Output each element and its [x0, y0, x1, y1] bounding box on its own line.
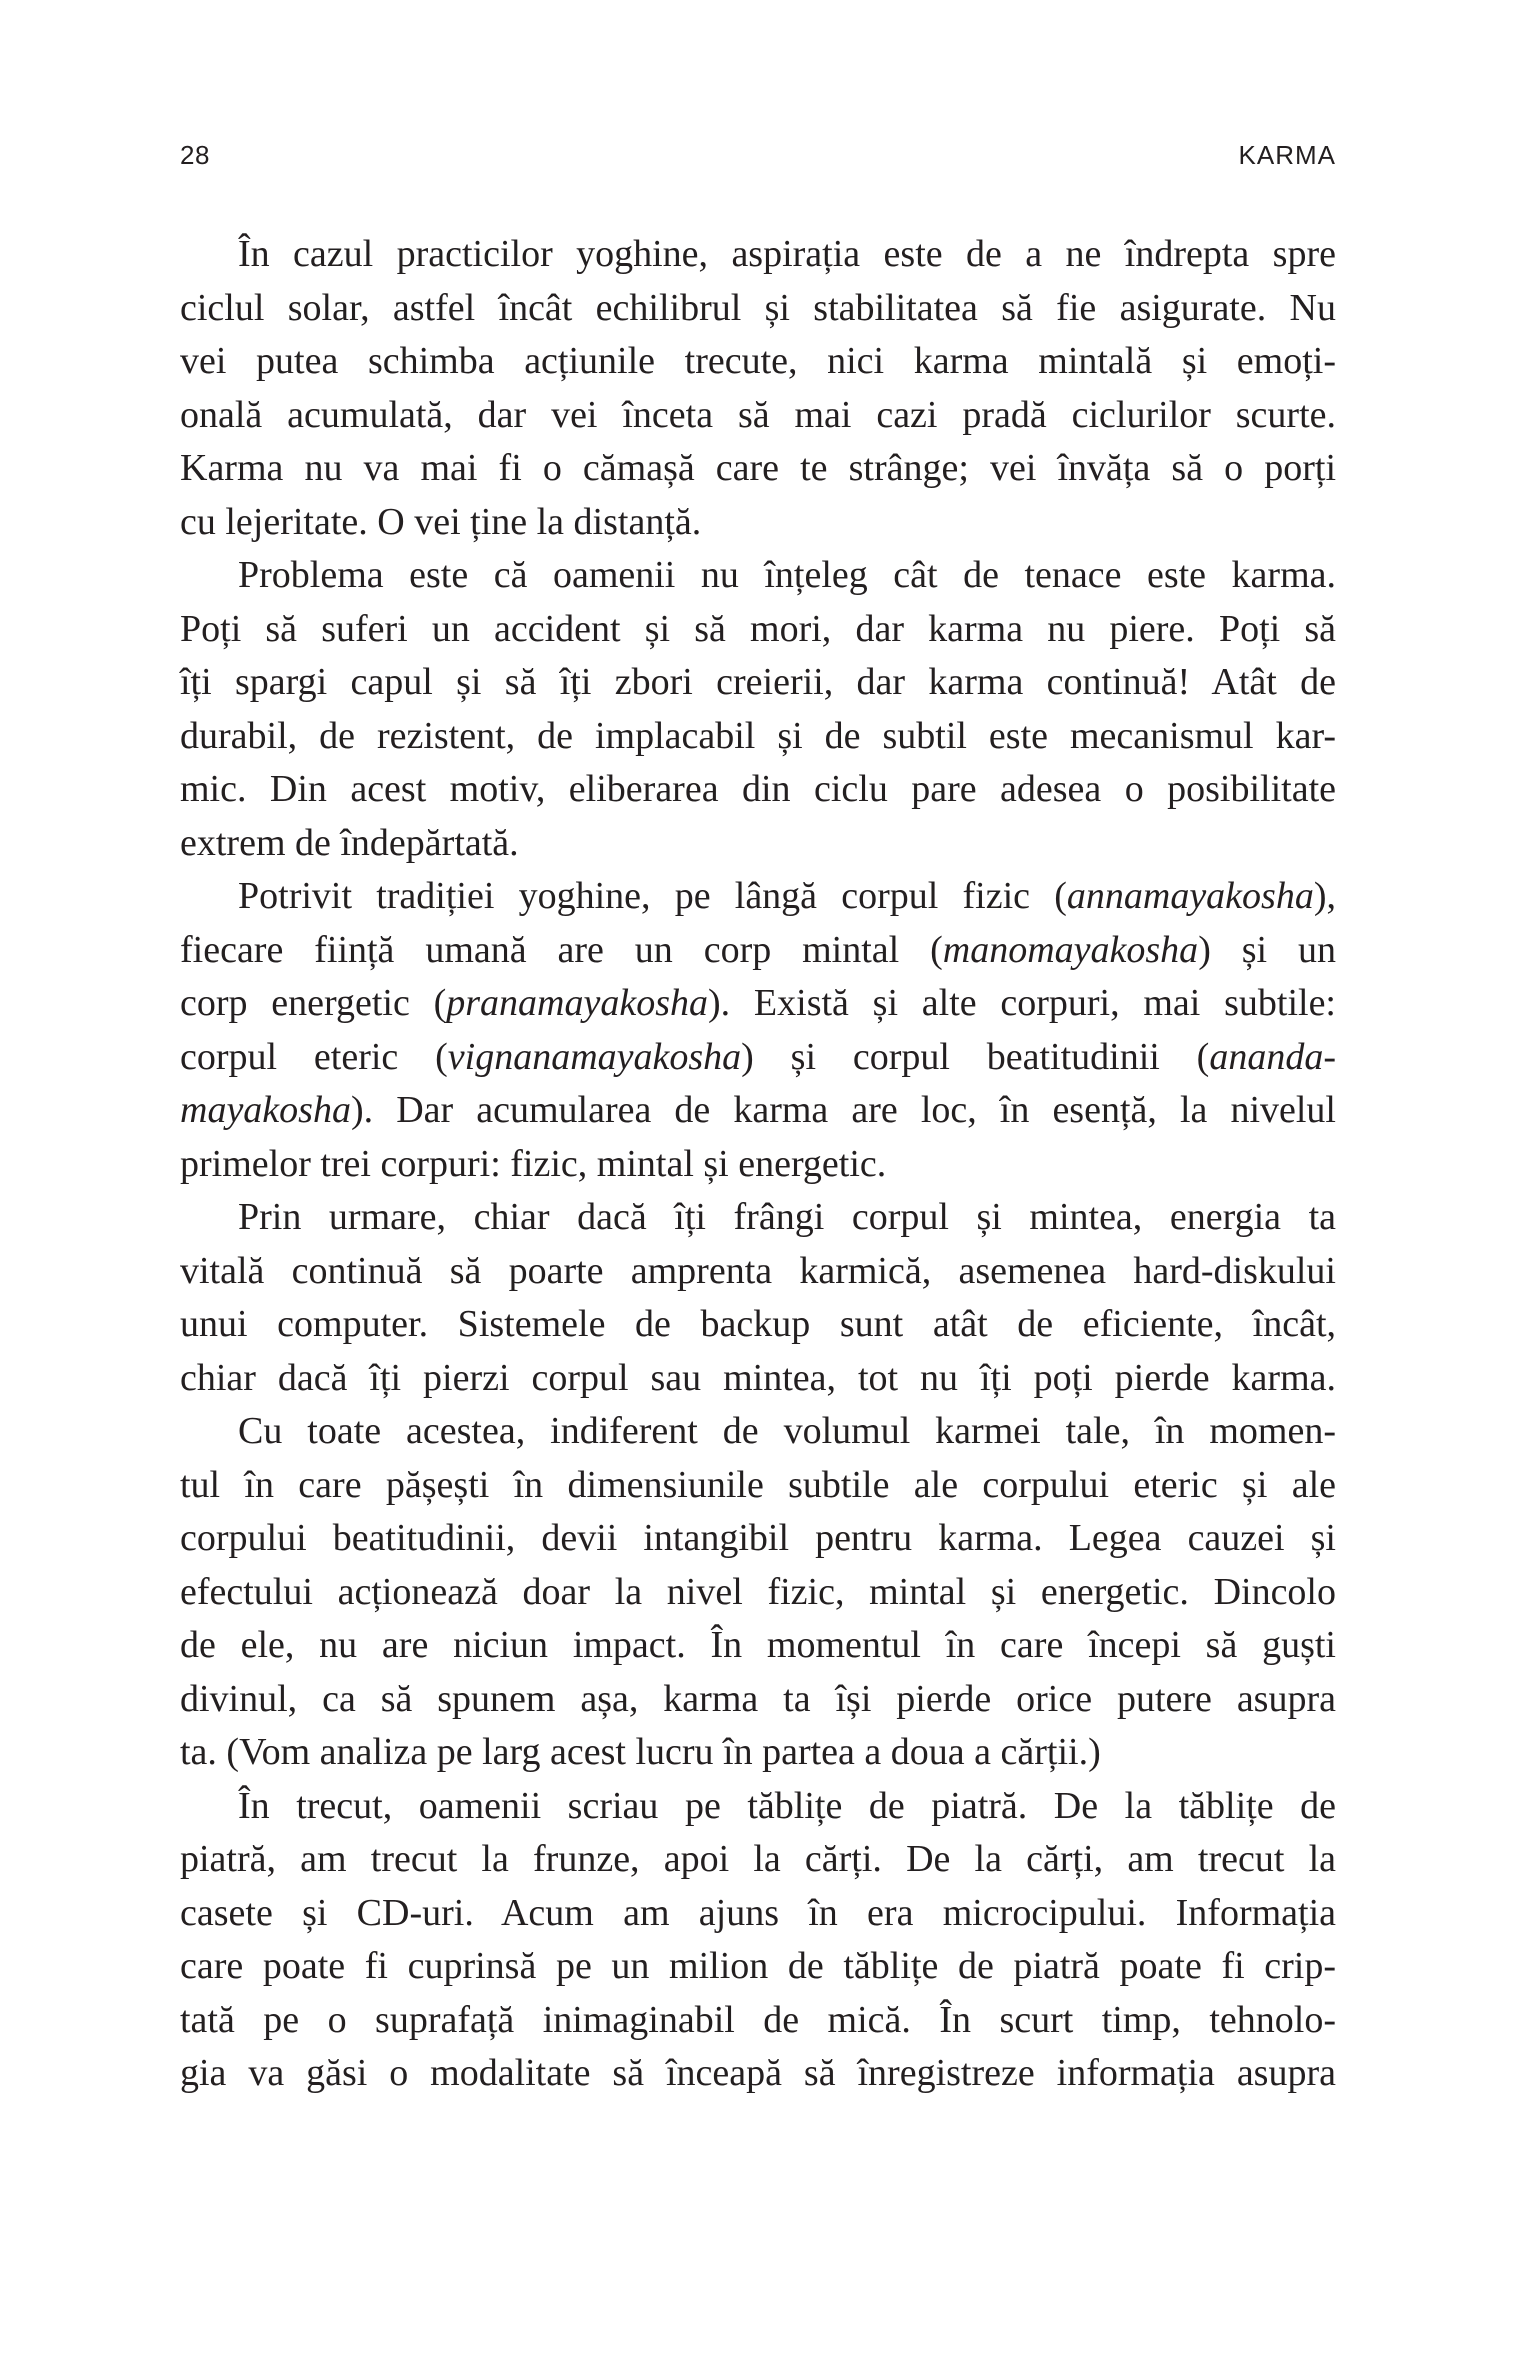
text-run: ). Există și alte corpuri, mai subtile:	[708, 982, 1336, 1024]
italic-term: vignanamayakosha	[447, 1035, 742, 1078]
text-line: cu lejeritate. O vei ține la distanță.	[180, 500, 702, 543]
text-line: casete și CD-uri. Acum am ajuns în era microcipului. Informația	[180, 1891, 1336, 1934]
text-line: ciclul solar, astfel încât echilibrul și stabilitatea să fie asigurate. Nu	[180, 286, 1336, 329]
paragraph-5	[180, 1405, 1336, 1780]
text-line: gia va găsi o modalitate să înceapă să înregistreze informația asupra	[180, 2052, 1336, 2094]
text-line: îți spargi capul și să îți zbori creierii, dar karma continuă! Atât de	[180, 661, 1336, 703]
italic-term: mayakosha	[180, 1089, 351, 1131]
running-title: KARMA	[1238, 140, 1336, 170]
text-line: Poți să suferi un accident și să mori, dar karma nu piere. Poți să	[180, 607, 1336, 650]
text-line: onală acumulată, dar vei înceta să mai cazi pradă ciclurilor scurte.	[180, 393, 1336, 436]
text-line: durabil, de rezistent, de implacabil și de subtil este mecanismul kar-	[180, 714, 1336, 757]
page-number: 28	[180, 140, 210, 170]
text-run: ),	[1313, 875, 1336, 917]
text-line: tată pe o suprafață inimaginabil de mică. În scurt timp, tehnolo-	[180, 1998, 1336, 2041]
text-line	[180, 1084, 1336, 1138]
text-line: piatră, am trecut la frunze, apoi la cărți. De la cărți, am trecut la	[180, 1838, 1336, 1880]
text-line: ta. (Vom analiza pe larg acest lucru în partea a doua a cărții.)	[180, 1731, 1101, 1773]
text-line: chiar dacă îți pierzi corpul sau mintea, tot nu îți poți pierde karma.	[180, 1356, 1336, 1399]
text-run: ). Dar acumularea de karma are loc, în esență, la nivelul	[350, 1089, 1336, 1131]
text-line: În cazul practicilor yoghine, aspirația este de a ne îndrepta spre	[238, 233, 1336, 275]
running-head	[180, 140, 1336, 180]
paragraph-1	[180, 228, 1336, 549]
text-line: Problema este că oamenii nu înțeleg cât de tenace este karma.	[238, 554, 1336, 596]
text-run: ) și un	[1198, 928, 1336, 971]
text-run: corpul eteric (	[180, 1035, 448, 1078]
text-line: efectului acționează doar la nivel fizic, mintal și energetic. Dincolo	[180, 1570, 1336, 1613]
text-run: corp energetic (	[180, 982, 447, 1024]
text-line: primelor trei corpuri: fizic, mintal și energetic.	[180, 1142, 887, 1185]
italic-term: pranamayakosha	[446, 982, 709, 1024]
italic-term: annamayakosha	[1066, 875, 1314, 917]
text-line: vitală continuă să poarte amprenta karmică, asemenea hard-diskului	[180, 1249, 1336, 1292]
body-text	[180, 228, 1336, 2101]
italic-term: manomayakosha	[942, 928, 1199, 971]
text-line	[180, 870, 1336, 924]
text-line	[180, 977, 1336, 1031]
text-line: Prin urmare, chiar dacă îți frângi corpul și mintea, energia ta	[238, 1196, 1336, 1238]
paragraph-4	[180, 1191, 1336, 1405]
text-line: Karma nu va mai fi o cămașă care te strânge; vei învăța să o porți	[180, 447, 1336, 489]
text-line: tul în care pășești în dimensiunile subtile ale corpului eteric și ale	[180, 1463, 1336, 1506]
text-run: fiecare ființă umană are un corp mintal (	[180, 928, 943, 971]
italic-term: ananda-	[1209, 1035, 1336, 1078]
text-line	[180, 924, 1336, 978]
text-line: corpului beatitudinii, devii intangibil pentru karma. Legea cauzei și	[180, 1517, 1336, 1559]
text-line: unui computer. Sistemele de backup sunt atât de eficiente, încât,	[180, 1303, 1336, 1345]
text-line: de ele, nu are niciun impact. În momentul în care începi să guști	[180, 1624, 1336, 1666]
text-line	[180, 1031, 1336, 1085]
text-run: Potrivit tradiției yoghine, pe lângă corpul fizic (	[238, 875, 1067, 917]
text-run: ) și corpul beatitudinii (	[741, 1035, 1210, 1078]
text-line: care poate fi cuprinsă pe un milion de tăblițe de piatră poate fi crip-	[180, 1945, 1336, 1987]
text-line: extrem de îndepărtată.	[180, 821, 519, 864]
text-line: Cu toate acestea, indiferent de volumul karmei tale, în momen-	[238, 1410, 1336, 1452]
text-line: mic. Din acest motiv, eliberarea din ciclu pare adesea o posibilitate	[180, 768, 1336, 810]
text-line: vei putea schimba acțiunile trecute, nici karma mintală și emoți-	[180, 340, 1336, 382]
paragraph-2	[180, 549, 1336, 870]
text-line: divinul, ca să spunem așa, karma ta își pierde orice putere asupra	[180, 1677, 1336, 1720]
paragraph-3	[180, 870, 1336, 1191]
paragraph-6	[180, 1780, 1336, 2101]
text-line: În trecut, oamenii scriau pe tăblițe de piatră. De la tăblițe de	[238, 1784, 1336, 1827]
